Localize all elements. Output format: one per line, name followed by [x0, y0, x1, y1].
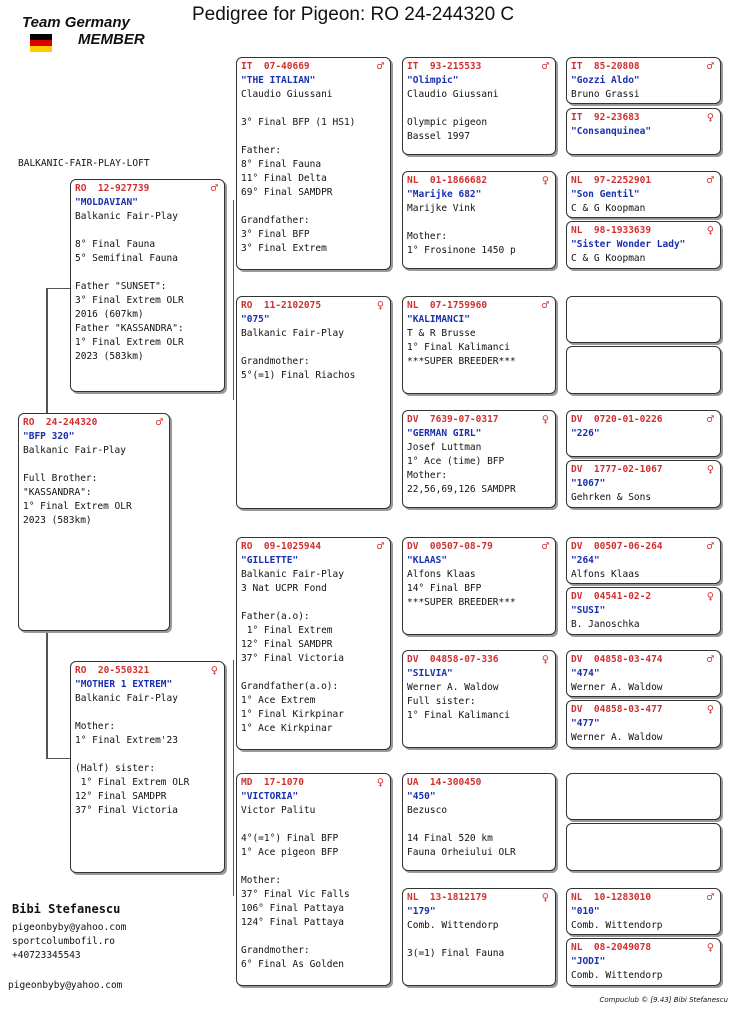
pigeon-card-dam-sire[interactable] — [236, 537, 391, 750]
pigeon-name: "BFP 320" — [23, 431, 75, 442]
pigeon-info-line: Werner A. Waldow — [571, 732, 663, 743]
male-symbol-icon: ♂ — [706, 173, 714, 187]
ring-number: DV 1777-02-1067 — [571, 464, 663, 475]
pigeon-info-line: Bassel 1997 — [407, 131, 470, 142]
pigeon-info-line: "KASSANDRA": — [23, 487, 92, 498]
pigeon-info-line — [23, 458, 165, 472]
female-symbol-icon: ♀ — [210, 663, 218, 677]
software-credit: Compuclub © [9.43] Bibi Stefanescu — [599, 996, 728, 1004]
pigeon-info-line: 69° Final SAMDPR — [241, 187, 333, 198]
pigeon-info-line: 3° Final Extrem — [241, 243, 327, 254]
pigeon-info-line — [241, 666, 386, 680]
pigeon-name: "075" — [241, 314, 270, 325]
pigeon-info-line: (Half) sister: — [75, 763, 156, 774]
author-website[interactable]: sportcolumbofil.ro — [12, 936, 115, 947]
pigeon-info-line: 1° Ace Extrem — [241, 695, 316, 706]
pigeon-card-g10[interactable] — [566, 587, 721, 635]
pigeon-info-line: Father "KASSANDRA": — [75, 323, 184, 334]
pigeon-info-line: Comb. Wittendorp — [571, 970, 663, 981]
pigeon-name: "Olimpic" — [407, 75, 459, 86]
pigeon-info-line: Father "SUNSET": — [75, 281, 167, 292]
pigeon-info-line — [241, 860, 386, 874]
pigeon-info-line: Alfons Klaas — [407, 569, 476, 580]
pigeon-info-line: C & G Koopman — [571, 203, 646, 214]
pigeon-name: "Sister Wonder Lady" — [571, 239, 686, 250]
pigeon-name: "264" — [571, 555, 600, 566]
pigeon-info-line: Fauna Orheiului OLR — [407, 847, 516, 858]
pigeon-info-line — [75, 224, 220, 238]
team-line-1: Team Germany — [22, 14, 130, 31]
pigeon-name: "GILLETTE" — [241, 555, 299, 566]
pigeon-info-line: Balkanic Fair-Play — [241, 328, 344, 339]
pigeon-card-ddd[interactable] — [402, 888, 556, 986]
pigeon-info-line: Mother: — [407, 470, 448, 481]
pigeon-info-line: 1° Final Extrem OLR — [75, 777, 190, 788]
female-symbol-icon: ♀ — [706, 940, 714, 954]
male-symbol-icon: ♂ — [376, 59, 384, 73]
pigeon-info-line: Mother: — [75, 721, 116, 732]
pigeon-info-line: 2023 (583km) — [23, 515, 92, 526]
pigeon-card-dsd[interactable] — [402, 650, 556, 748]
author-name: Bibi Stefanescu — [12, 902, 121, 916]
ring-number: NL 07-1759960 — [407, 300, 488, 311]
pigeon-info-line: Balkanic Fair-Play — [75, 693, 178, 704]
ring-number: DV 00507-08-79 — [407, 541, 493, 552]
connector — [46, 630, 48, 758]
pigeon-info-line: 37° Final Vic Falls — [241, 889, 350, 900]
male-symbol-icon: ♂ — [706, 59, 714, 73]
ring-number: NL 98-1933639 — [571, 225, 652, 236]
pigeon-info-line — [241, 130, 386, 144]
female-symbol-icon: ♀ — [706, 110, 714, 124]
pigeon-name: "SUSI" — [571, 605, 606, 616]
ring-number: DV 04858-03-474 — [571, 654, 663, 665]
connector — [46, 288, 48, 414]
pigeon-card-g15[interactable] — [566, 888, 721, 935]
pigeon-name: "179" — [407, 906, 436, 917]
pigeon-info-line: Mother: — [407, 231, 448, 242]
female-symbol-icon: ♀ — [706, 223, 714, 237]
pigeon-card-empty[interactable] — [566, 773, 721, 820]
ring-number: NL 13-1812179 — [407, 892, 488, 903]
female-symbol-icon: ♀ — [541, 412, 549, 426]
ring-number: IT 93-215533 — [407, 61, 482, 72]
pigeon-info-line: 37° Final Victoria — [75, 805, 178, 816]
pigeon-card-dam[interactable] — [70, 661, 225, 873]
ring-number: IT 85-20808 — [571, 61, 640, 72]
pigeon-info-line: Comb. Wittendorp — [571, 920, 663, 931]
pigeon-card-sdd[interactable] — [402, 410, 556, 508]
pigeon-name: "450" — [407, 791, 436, 802]
pigeon-info-line — [407, 216, 551, 230]
female-symbol-icon: ♀ — [541, 173, 549, 187]
ring-number: DV 04858-07-336 — [407, 654, 499, 665]
pigeon-card-dam-dam[interactable] — [236, 773, 391, 986]
pigeon-info-line: 4°(=1°) Final BFP — [241, 833, 339, 844]
pigeon-info-line: Alfons Klaas — [571, 569, 640, 580]
pigeon-info-line: Grandmother: — [241, 945, 310, 956]
pigeon-info-line: 3° Final BFP — [241, 229, 310, 240]
pigeon-name: "VICTORIA" — [241, 791, 299, 802]
pigeon-name: "010" — [571, 906, 600, 917]
ring-number: NL 08-2049078 — [571, 942, 652, 953]
team-line-2: MEMBER — [78, 31, 145, 48]
pigeon-card-g2[interactable] — [566, 108, 721, 155]
ring-number: IT 92-23683 — [571, 112, 640, 123]
pigeon-card-g4[interactable] — [566, 221, 721, 269]
pigeon-info-line: Olympic pigeon — [407, 117, 488, 128]
male-symbol-icon: ♂ — [706, 652, 714, 666]
pigeon-info-line — [75, 706, 220, 720]
pigeon-card-sds[interactable] — [402, 296, 556, 394]
pigeon-name: "KALIMANCI" — [407, 314, 470, 325]
author-phone: +40723345543 — [12, 950, 81, 961]
pigeon-card-g1[interactable] — [566, 57, 721, 104]
female-symbol-icon: ♀ — [706, 589, 714, 603]
pigeon-info-line: Werner A. Waldow — [571, 682, 663, 693]
pigeon-info-line: Grandmother: — [241, 356, 310, 367]
pigeon-info-line: Josef Luttman — [407, 442, 482, 453]
female-symbol-icon: ♀ — [376, 775, 384, 789]
pigeon-name: "THE ITALIAN" — [241, 75, 316, 86]
ring-number: RO 09-1025944 — [241, 541, 322, 552]
pigeon-card-g12[interactable] — [566, 700, 721, 748]
pigeon-card-g11[interactable] — [566, 650, 721, 697]
pigeon-info-line: Balkanic Fair-Play — [241, 569, 344, 580]
pigeon-card-dss[interactable] — [402, 537, 556, 635]
pigeon-info-line: 11° Final Delta — [241, 173, 327, 184]
pigeon-card-g16[interactable] — [566, 938, 721, 986]
author-email-2[interactable]: pigeonbyby@yahoo.com — [8, 980, 123, 991]
pigeon-info-line — [241, 818, 386, 832]
pigeon-info-line: 1° Final Extrem — [241, 625, 333, 636]
pigeon-info-line — [241, 596, 386, 610]
male-symbol-icon: ♂ — [541, 539, 549, 553]
male-symbol-icon: ♂ — [706, 539, 714, 553]
pigeon-info-line: Bruno Grassi — [571, 89, 640, 100]
male-symbol-icon: ♂ — [541, 59, 549, 73]
male-symbol-icon: ♂ — [706, 412, 714, 426]
pigeon-info-line: 2016 (607km) — [75, 309, 144, 320]
pigeon-info-line: Grandfather: — [241, 215, 310, 226]
pigeon-card-g7[interactable] — [566, 410, 721, 457]
pigeon-info-line: 1° Final Kirkpinar — [241, 709, 344, 720]
pigeon-info-line: 14 Final 520 km — [407, 833, 493, 844]
female-symbol-icon: ♀ — [376, 298, 384, 312]
pigeon-info-line: 1° Ace (time) BFP — [407, 456, 505, 467]
pigeon-name: "477" — [571, 718, 600, 729]
pigeon-name: "MOLDAVIAN" — [75, 197, 138, 208]
male-symbol-icon: ♂ — [376, 539, 384, 553]
pigeon-name: "Consanquinea" — [571, 126, 652, 137]
pigeon-card-g3[interactable] — [566, 171, 721, 218]
pigeon-info-line: 1° Ace Kirkpinar — [241, 723, 333, 734]
pigeon-info-line: 5°(=1) Final Riachos — [241, 370, 356, 381]
ring-number: NL 01-1866682 — [407, 175, 488, 186]
ring-number: IT 07-40669 — [241, 61, 310, 72]
pigeon-card-ssd[interactable] — [402, 171, 556, 269]
ring-number: DV 04858-03-477 — [571, 704, 663, 715]
male-symbol-icon: ♂ — [541, 298, 549, 312]
pigeon-info-line: 3 Nat UCPR Fond — [241, 583, 327, 594]
pigeon-info-line: 37° Final Victoria — [241, 653, 344, 664]
pigeon-info-line: 3° Final Extrem OLR — [75, 295, 184, 306]
pigeon-info-line — [407, 102, 551, 116]
pigeon-info-line: Balkanic Fair-Play — [23, 445, 126, 456]
pigeon-info-line: 1° Final Kalimanci — [407, 342, 510, 353]
female-symbol-icon: ♀ — [541, 652, 549, 666]
pigeon-info-line: Comb. Wittendorp — [407, 920, 499, 931]
pigeon-info-line: 8° Final Fauna — [241, 159, 322, 170]
connector — [233, 660, 234, 896]
pigeon-info-line — [75, 266, 220, 280]
pigeon-info-line: 1° Final Extrem OLR — [75, 337, 184, 348]
pigeon-info-line: ***SUPER BREEDER*** — [407, 597, 516, 608]
pigeon-info-line — [407, 933, 551, 947]
ring-number: DV 7639-07-0317 — [407, 414, 499, 425]
pigeon-info-line: Claudio Giussani — [407, 89, 499, 100]
pigeon-info-line: 1° Final Extrem OLR — [23, 501, 132, 512]
ring-number: RO 24-244320 — [23, 417, 98, 428]
connector — [46, 758, 70, 759]
pigeon-name: "474" — [571, 668, 600, 679]
pigeon-info-line: Marijke Vink — [407, 203, 476, 214]
ring-number: RO 11-2102075 — [241, 300, 322, 311]
pigeon-card-sire-dam[interactable] — [236, 296, 391, 509]
pigeon-info-line: C & G Koopman — [571, 253, 646, 264]
pigeon-card-sss[interactable] — [402, 57, 556, 155]
pigeon-info-line — [75, 748, 220, 762]
loft-name: BALKANIC-FAIR-PLAY-LOFT — [18, 158, 150, 169]
pigeon-info-line: T & R Brusse — [407, 328, 476, 339]
connector — [233, 200, 234, 400]
pigeon-card-g8[interactable] — [566, 460, 721, 508]
pigeon-info-line: Werner A. Waldow — [407, 682, 499, 693]
ring-number: UA 14-300450 — [407, 777, 482, 788]
pigeon-info-line — [241, 102, 386, 116]
ring-number: NL 97-2252901 — [571, 175, 652, 186]
pigeon-name: "226" — [571, 428, 600, 439]
pigeon-info-line: 3° Final BFP (1 HS1) — [241, 117, 356, 128]
page-title: Pedigree for Pigeon: RO 24-244320 C — [192, 4, 515, 25]
pigeon-info-line: Full Brother: — [23, 473, 98, 484]
pigeon-info-line: 1° Final Extrem'23 — [75, 735, 178, 746]
pigeon-card-empty[interactable] — [566, 346, 721, 394]
male-symbol-icon: ♂ — [155, 415, 163, 429]
pigeon-card-g9[interactable] — [566, 537, 721, 584]
female-symbol-icon: ♀ — [706, 702, 714, 716]
pigeon-info-line: Father(a.o): — [241, 611, 310, 622]
pigeon-card-sire[interactable] — [70, 179, 225, 392]
ring-number: DV 00507-06-264 — [571, 541, 663, 552]
pigeon-info-line: Father: — [241, 145, 282, 156]
pigeon-info-line: B. Janoschka — [571, 619, 640, 630]
pigeon-name: "SILVIA" — [407, 668, 453, 679]
pigeon-info-line: 5° Semifinal Fauna — [75, 253, 178, 264]
pigeon-info-line: Full sister: — [407, 696, 476, 707]
pigeon-info-line — [241, 341, 386, 355]
female-symbol-icon: ♀ — [541, 890, 549, 904]
pigeon-info-line: Victor Palitu — [241, 805, 316, 816]
pigeon-info-line: Gehrken & Sons — [571, 492, 652, 503]
ring-number: DV 04541-02-2 — [571, 591, 652, 602]
pigeon-info-line: 1° Ace pigeon BFP — [241, 847, 339, 858]
connector — [46, 288, 70, 289]
pigeon-card-dds[interactable] — [402, 773, 556, 871]
author-email[interactable]: pigeonbyby@yahoo.com — [12, 922, 127, 933]
pigeon-name: "KLAAS" — [407, 555, 448, 566]
pigeon-info-line — [241, 930, 386, 944]
pigeon-info-line: 22,56,69,126 SAMDPR — [407, 484, 516, 495]
ring-number: NL 10-1283010 — [571, 892, 652, 903]
pigeon-name: "1067" — [571, 478, 606, 489]
pigeon-info-line: Claudio Giussani — [241, 89, 333, 100]
pigeon-card-empty[interactable] — [566, 296, 721, 343]
pigeon-info-line: 12° Final SAMDPR — [241, 639, 333, 650]
ring-number: RO 12-927739 — [75, 183, 150, 194]
pigeon-card-subject[interactable] — [18, 413, 170, 631]
pigeon-info-line: 106° Final Pattaya — [241, 903, 344, 914]
pigeon-info-line — [407, 818, 551, 832]
ring-number: DV 0720-01-0226 — [571, 414, 663, 425]
pigeon-info-line: 3(=1) Final Fauna — [407, 948, 505, 959]
pigeon-info-line: 6° Final As Golden — [241, 959, 344, 970]
ring-number: RO 20-550321 — [75, 665, 150, 676]
german-flag-icon — [30, 34, 52, 52]
male-symbol-icon: ♂ — [210, 181, 218, 195]
pigeon-name: "MOTHER 1 EXTREM" — [75, 679, 173, 690]
pigeon-info-line: ***SUPER BREEDER*** — [407, 356, 516, 367]
pigeon-info-line: 8° Final Fauna — [75, 239, 156, 250]
pigeon-info-line: 2023 (583km) — [75, 351, 144, 362]
pigeon-name: "Son Gentil" — [571, 189, 640, 200]
pigeon-name: "JODI" — [571, 956, 606, 967]
pigeon-card-empty[interactable] — [566, 823, 721, 871]
pigeon-info-line — [241, 200, 386, 214]
pigeon-card-sire-sire[interactable] — [236, 57, 391, 270]
pigeon-info-line: Bezusco — [407, 805, 448, 816]
pigeon-info-line: Mother: — [241, 875, 282, 886]
pigeon-info-line: 1° Final Kalimanci — [407, 710, 510, 721]
pigeon-info-line: 124° Final Pattaya — [241, 917, 344, 928]
pigeon-name: "GERMAN GIRL" — [407, 428, 482, 439]
pigeon-info-line: 12° Final SAMDPR — [75, 791, 167, 802]
female-symbol-icon: ♀ — [706, 462, 714, 476]
pigeon-name: "Marijke 682" — [407, 189, 482, 200]
pigeon-info-line: 14° Final BFP — [407, 583, 482, 594]
ring-number: MD 17-1070 — [241, 777, 304, 788]
pigeon-info-line: Balkanic Fair-Play — [75, 211, 178, 222]
pigeon-info-line: Grandfather(a.o): — [241, 681, 339, 692]
male-symbol-icon: ♂ — [706, 890, 714, 904]
pigeon-name: "Gozzi Aldo" — [571, 75, 640, 86]
pigeon-info-line: 1° Frosinone 1450 p — [407, 245, 516, 256]
